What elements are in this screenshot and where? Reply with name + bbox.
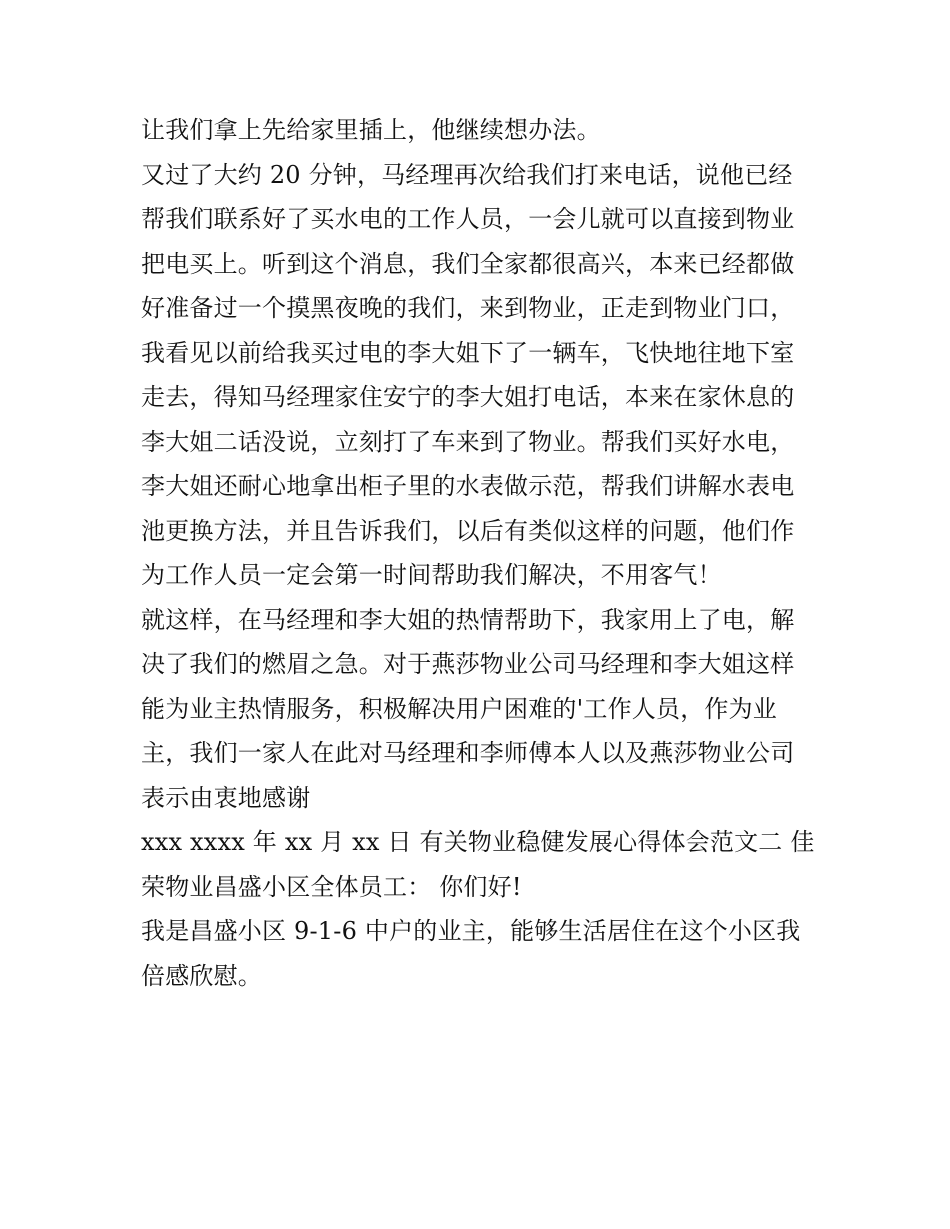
text-line: 又过了大约 20 分钟，马经理再次给我们打来电话，说他已经	[141, 160, 793, 189]
text-line: 为工作人员一定会第一时间帮助我们解决，不用客气！	[141, 561, 722, 589]
text-line: 帮我们联系好了买水电的工作人员，一会儿就可以直接到物业	[141, 205, 795, 233]
text-line: 决了我们的燃眉之急。对于燕莎物业公司马经理和李大姐这样	[141, 650, 795, 678]
text-line: 李大姐二话没说，立刻打了车来到了物业。帮我们买好水电，	[141, 427, 795, 456]
text-line: 让我们拿上先给家里插上，他继续想办法。	[141, 116, 601, 144]
text-line: 走去，得知马经理家住安宁的李大姐打电话，本来在家休息的	[141, 383, 795, 411]
text-line: 能为业主热情服务，积极解决用户困难的'工作人员，作为业	[141, 694, 777, 723]
text-line: 我是昌盛小区 9-1-6 中户的业主，能够生活居住在这个小区我	[141, 917, 801, 945]
text-line: 主，我们一家人在此对马经理和李师傅本人以及燕莎物业公司	[141, 739, 795, 767]
text-line: 就这样，在马经理和李大姐的热情帮助下，我家用上了电，解	[141, 605, 795, 634]
text-line: 倍感欣慰。	[141, 961, 262, 990]
text-line: xxx xxxx 年 xx 月 xx 日 有关物业稳健发展心得体会范文二 佳	[141, 828, 815, 856]
text-line: 好准备过一个摸黑夜晚的我们，来到物业，正走到物业门口，	[141, 294, 795, 322]
text-line: 池更换方法，并且告诉我们，以后有类似这样的问题，他们作	[141, 516, 795, 545]
text-line: 荣物业昌盛小区全体员工： 你们好!	[141, 872, 522, 901]
text-line: 李大姐还耐心地拿出柜子里的水表做示范，帮我们讲解水表电	[141, 472, 795, 500]
text-line: 把电买上。听到这个消息，我们全家都很高兴，本来已经都做	[141, 249, 795, 278]
text-line: 表示由衷地感谢	[141, 783, 311, 812]
document-body	[141, 108, 821, 998]
text-line: 我看见以前给我买过电的李大姐下了一辆车，飞快地往地下室	[141, 338, 795, 367]
